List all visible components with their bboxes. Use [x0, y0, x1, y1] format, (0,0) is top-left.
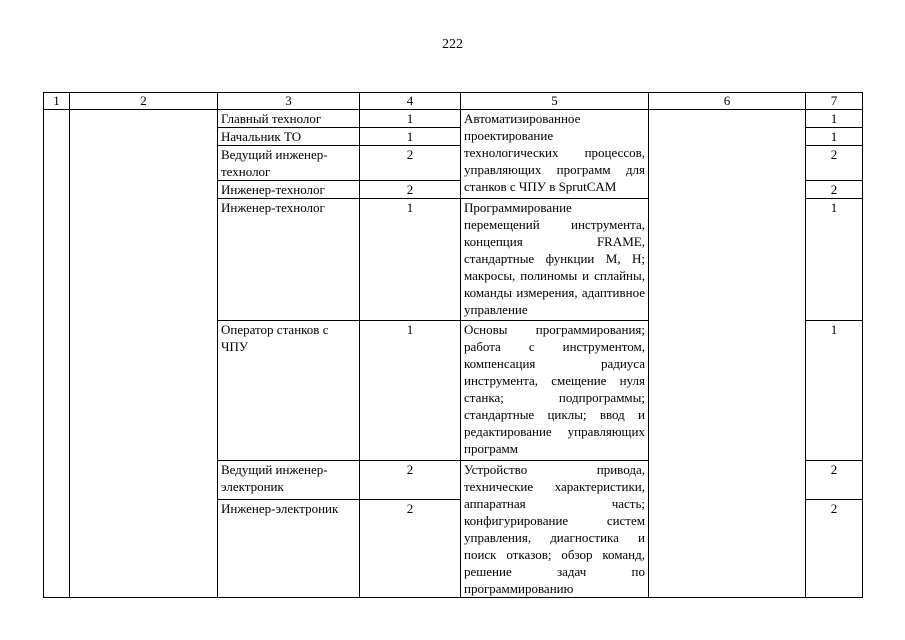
topic-cell: Автоматизированное проектирование технологических процессов, управляющих программ для станков с ЧПУ в SprutCAM	[461, 110, 649, 199]
topic-cell: Программирование перемещений инструмента, концепция FRAME, стандартные функции М, Н; макросы, полиномы и сплайны, команды измерения, адаптивное управление	[461, 199, 649, 321]
topic-cell: Основы программирования; работа с инструментом, компенсация радиуса инструмента, смещение нуля станка; подпрограммы; стандартные циклы; ввод и редактирование управляющих программ	[461, 321, 649, 461]
days-cell: 1	[806, 321, 863, 461]
qty-cell: 1	[360, 128, 461, 146]
number-cell	[44, 110, 70, 598]
training-plan-table	[43, 92, 863, 598]
days-cell: 2	[806, 500, 863, 598]
position-cell: Ведущий инженер-технолог	[218, 146, 360, 181]
position-cell: Инженер-технолог	[218, 181, 360, 199]
table-row	[44, 110, 863, 128]
header-cell: 6	[649, 93, 806, 110]
qty-cell: 1	[360, 199, 461, 321]
position-cell: Ведущий инженер-электроник	[218, 461, 360, 500]
column-6-cell	[649, 110, 806, 598]
page-number: 222	[442, 37, 463, 52]
position-cell: Оператор станков с ЧПУ	[218, 321, 360, 461]
qty-cell: 1	[360, 110, 461, 128]
days-cell: 1	[806, 128, 863, 146]
header-row	[44, 93, 863, 110]
position-cell: Инженер-электроник	[218, 500, 360, 598]
days-cell: 2	[806, 146, 863, 181]
program-cell	[70, 110, 218, 598]
header-cell: 1	[44, 93, 70, 110]
days-cell: 2	[806, 461, 863, 500]
position-cell: Инженер-технолог	[218, 199, 360, 321]
qty-cell: 2	[360, 500, 461, 598]
header-cell: 4	[360, 93, 461, 110]
header-cell: 2	[70, 93, 218, 110]
qty-cell: 2	[360, 146, 461, 181]
header-cell: 3	[218, 93, 360, 110]
qty-cell: 2	[360, 461, 461, 500]
qty-cell: 2	[360, 181, 461, 199]
position-cell: Начальник ТО	[218, 128, 360, 146]
position-cell: Главный технолог	[218, 110, 360, 128]
days-cell: 2	[806, 181, 863, 199]
topic-cell: Устройство привода, технические характеристики, аппаратная часть; конфигурирование систем управления, диагностика и поиск отказов; обзор команд, решение задач по программированию	[461, 461, 649, 598]
qty-cell: 1	[360, 321, 461, 461]
days-cell: 1	[806, 110, 863, 128]
header-cell: 5	[461, 93, 649, 110]
days-cell: 1	[806, 199, 863, 321]
header-cell: 7	[806, 93, 863, 110]
